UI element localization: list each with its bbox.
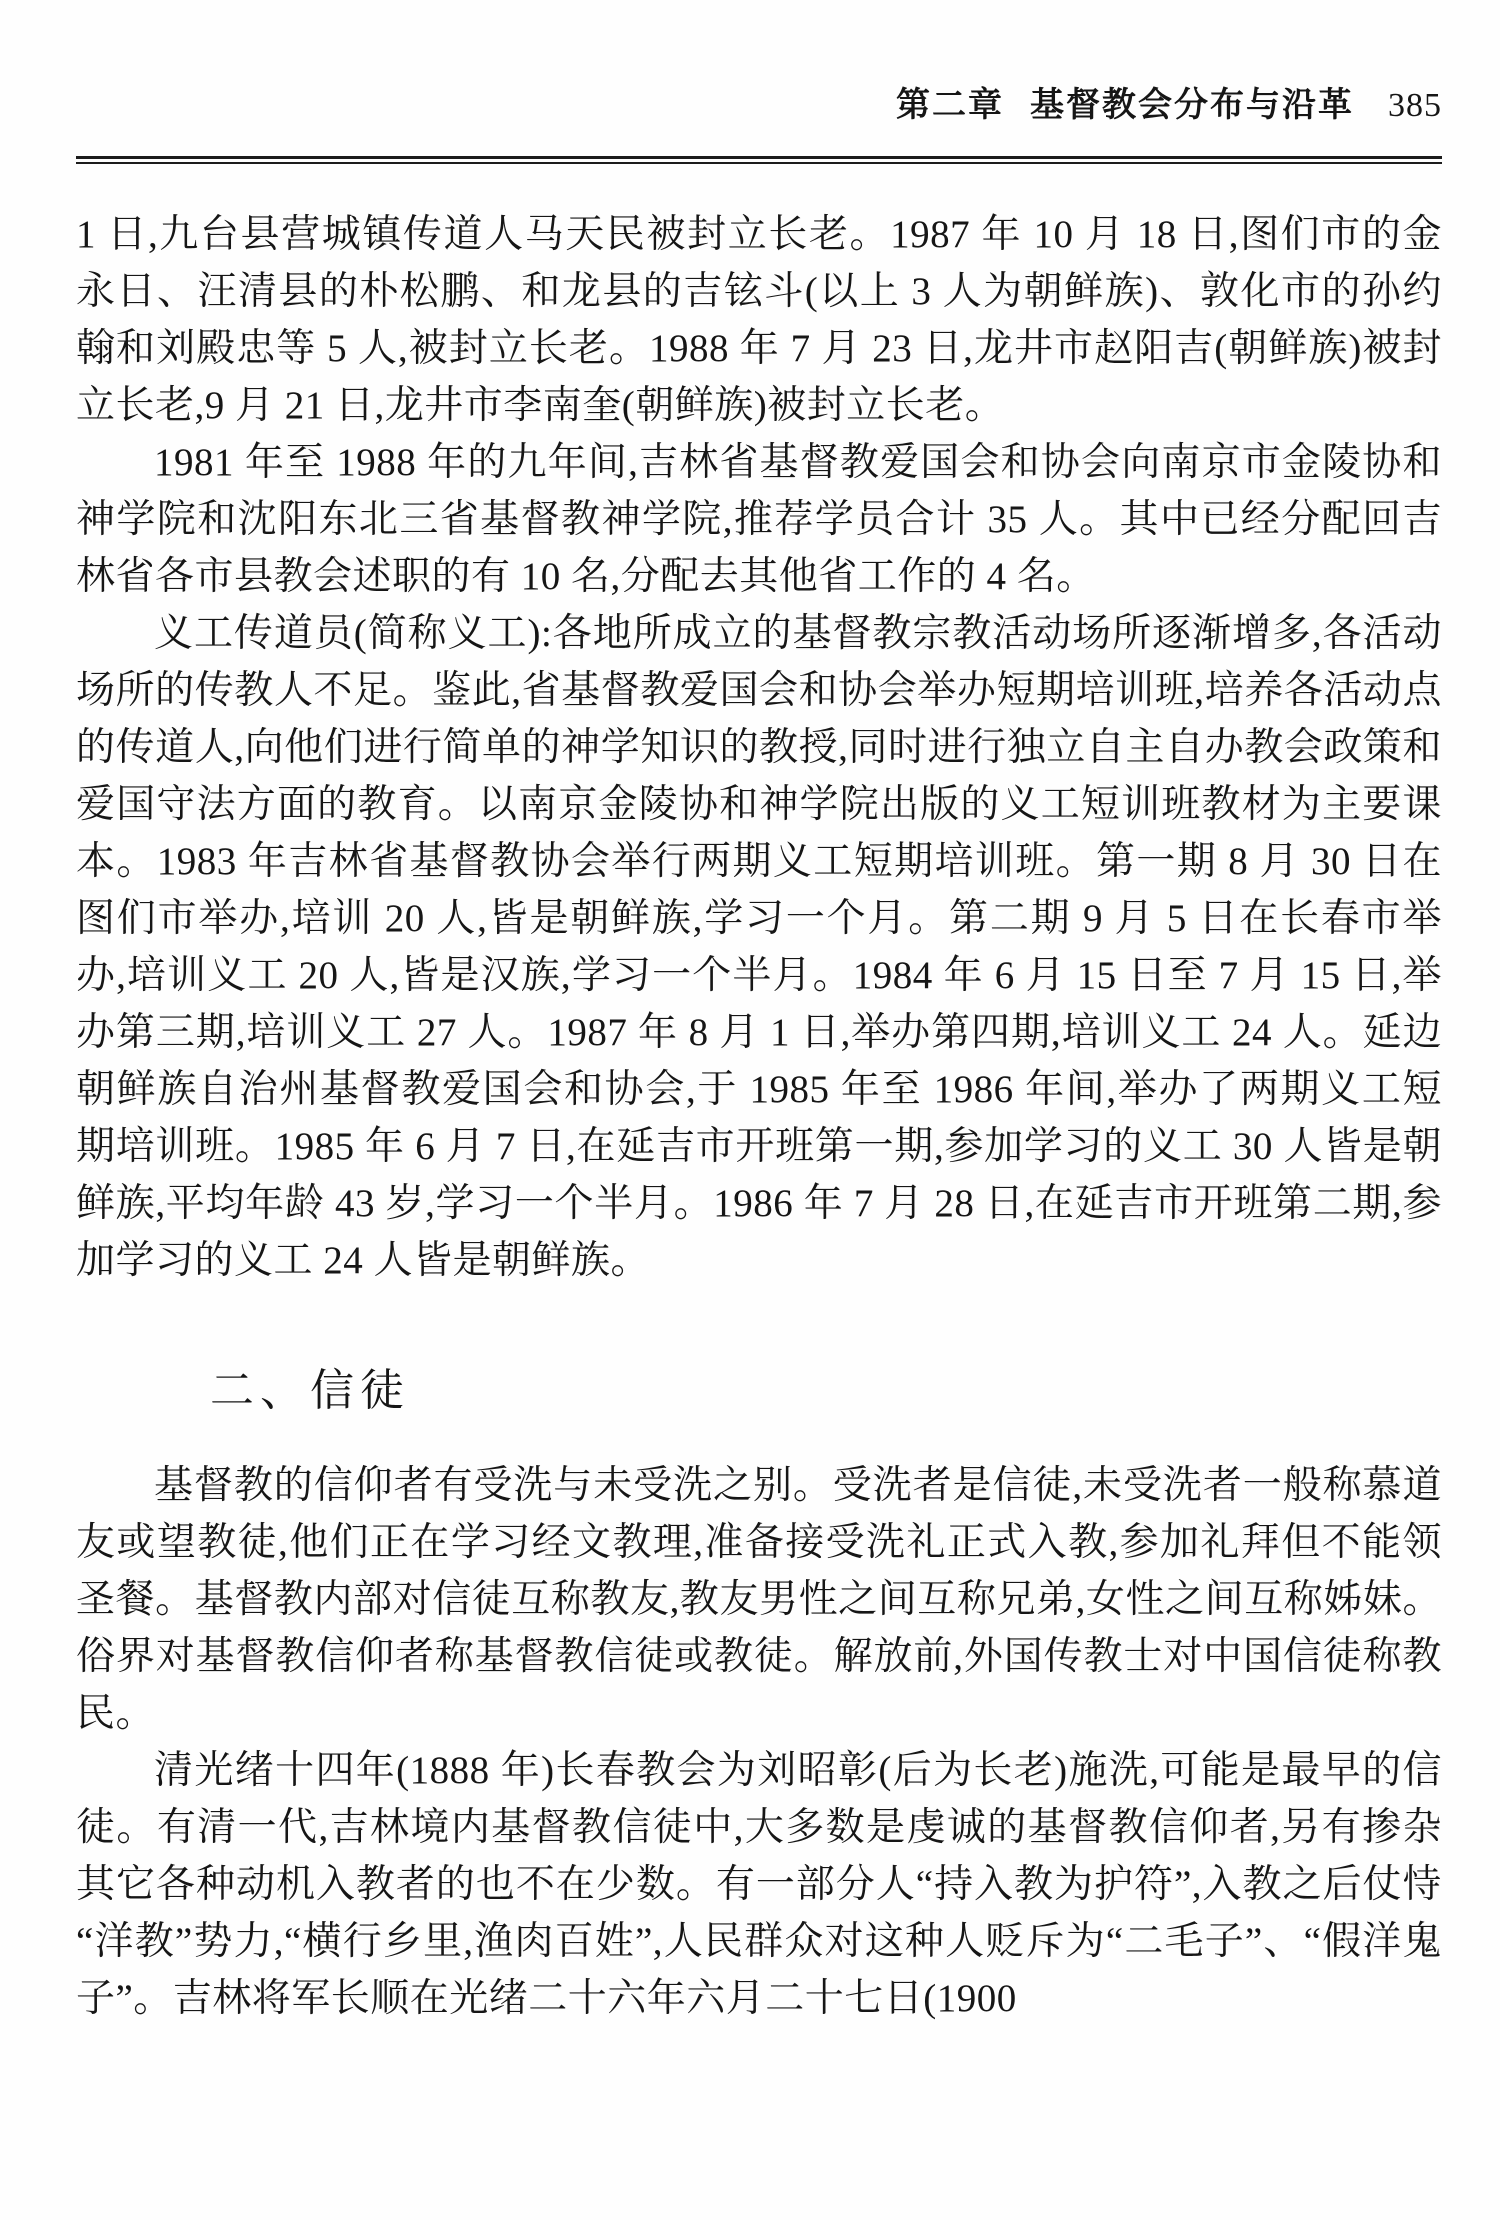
section-heading-believers: 二、信徒 <box>210 1366 410 1415</box>
paragraph-baptized-vs-unbaptized: 基督教的信仰者有受洗与未受洗之别。受洗者是信徒,未受洗者一般称慕道友或望教徒,他们正在学习经文教理,准备接受洗礼正式入教,参加礼拜但不能领圣餐。基督教内部对信徒互称教友,教友男性之间互称兄弟,女性之间互称姊妹。俗界对基督教信仰者称基督教信徒或教徒。解放前,外国传教士对中国信徒称教民。 <box>76 1464 1442 1735</box>
page-number: 385 <box>1388 87 1442 124</box>
paragraph-volunteer-preachers: 义工传道员(简称义工):各地所成立的基督教宗教活动场所逐渐增多,各活动场所的传教人不足。鉴此,省基督教爱国会和协会举办短期培训班,培养各活动点的传道人,向他们进行简单的神学知识的教授,同时进行独立自主自办教会政策和爱国守法方面的教育。以南京金陵协和神学院出版的义工短训班教材为主要课本。1983 年吉林省基督教协会举行两期义工短期培训班。第一期 8 月 30 日在图们市举办,培训 20 人,皆是朝鲜族,学习一个月。第二期 9 月 5 日在长春市举办,培训义工 20 人,皆是汉族,学习一个半月。1984 年 6 月 15 日至 7 月 15 日,举办第三期,培训义工 27 人。1987 年 8 月 1 日,举办第四期,培训义工 24 人。延边朝鲜族自治州基督教爱国会和协会,于 1985 年至 1986 年间,举办了两期义工短期培训班。1985 年 6 月 7 日,在延吉市开班第一期,参加学习的义工 30 人皆是朝鲜族,平均年龄 43 岁,学习一个半月。1986 年 7 月 28 日,在延吉市开班第二期,参加学习的义工 24 人皆是朝鲜族。 <box>76 612 1442 1282</box>
chapter-title: 基督教会分布与沿革 <box>1030 87 1354 124</box>
paragraph-continuation: 1 日,九台县营城镇传道人马天民被封立长老。1987 年 10 月 18 日,图们市的金永日、汪清县的朴松鹏、和龙县的吉铉斗(以上 3 人为朝鲜族)、敦化市的孙约翰和刘殿忠等 5 人,被封立长老。1988 年 7 月 23 日,龙井市赵阳吉(朝鲜族)被封立长老,9 月 21 日,龙井市李南奎(朝鲜族)被封立长老。 <box>76 213 1442 427</box>
running-header <box>76 86 1442 126</box>
paragraph-qing-era-believers: 清光绪十四年(1888 年)长春教会为刘昭彰(后为长老)施洗,可能是最早的信徒。有清一代,吉林境内基督教信徒中,大多数是虔诚的基督教信仰者,另有掺杂其它各种动机入教者的也不在少数。有一部分人“持入教为护符”,入教之后仗恃“洋教”势力,“横行乡里,渔肉百姓”,人民群众对这种人贬斥为“二毛子”、“假洋鬼子”。吉林将军长顺在光绪二十六年六月二十七日(1900 <box>76 1749 1442 2020</box>
header-divider-rule <box>76 156 1442 164</box>
page-body <box>76 206 1442 2027</box>
chapter-label: 第二章 <box>896 87 1004 124</box>
paragraph-seminary-students: 1981 年至 1988 年的九年间,吉林省基督教爱国会和协会向南京市金陵协和神学院和沈阳东北三省基督教神学院,推荐学员合计 35 人。其中已经分配回吉林省各市县教会述职的有 10 名,分配去其他省工作的 4 名。 <box>76 441 1442 598</box>
